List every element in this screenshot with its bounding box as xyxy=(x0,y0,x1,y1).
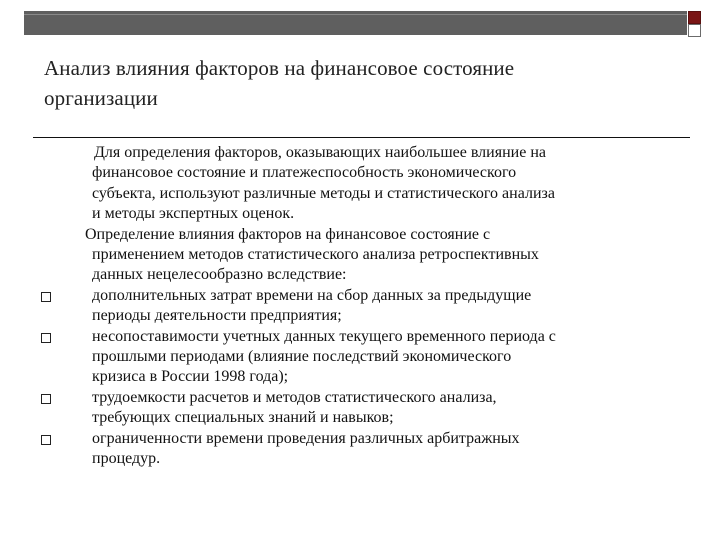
slide-title-line-1: Анализ влияния факторов на финансовое состояние xyxy=(44,56,515,80)
paragraph-line: применением методов статистического анализа ретроспективных xyxy=(92,246,539,264)
slide-title-line-2: организации xyxy=(44,86,158,110)
outline-square xyxy=(688,24,701,37)
list-item-line: ограниченности времени проведения различных арбитражных xyxy=(92,429,520,447)
square-bullet-icon xyxy=(41,394,51,404)
square-bullet-icon xyxy=(41,435,51,445)
slide-body xyxy=(30,143,690,470)
title-divider xyxy=(33,137,690,138)
list-item-line: требующих специальных знаний и навыков; xyxy=(92,409,394,427)
paragraph-methods xyxy=(30,143,690,225)
slide-title xyxy=(44,53,644,113)
paragraph-line: Для определения факторов, оказывающих наибольшее влияние на xyxy=(94,144,546,161)
paragraph-line: субъекта, используют различные методы и статистического анализа xyxy=(92,184,555,202)
list-item-line: процедур. xyxy=(92,450,161,468)
paragraph-line: финансовое состояние и платежеспособность экономического xyxy=(92,164,517,182)
accent-square xyxy=(688,11,701,24)
paragraph-reasons-intro xyxy=(30,225,690,286)
paragraph-line: и методы экспертных оценок. xyxy=(92,205,295,223)
list-item-line: трудоемкости расчетов и методов статистического анализа, xyxy=(92,388,497,406)
list-item xyxy=(30,286,690,327)
header-bar-highlight xyxy=(24,14,687,15)
list-item xyxy=(30,429,690,470)
list-item xyxy=(30,388,690,429)
list-item-line: периоды деятельности предприятия; xyxy=(92,307,342,325)
list-item-line: прошлыми периодами (влияние последствий экономического xyxy=(92,348,512,366)
list-item xyxy=(30,327,690,388)
list-item-line: кризиса в России 1998 года); xyxy=(92,368,289,386)
list-item-line: несопоставимости учетных данных текущего временного периода с xyxy=(92,327,556,345)
square-bullet-icon xyxy=(41,333,51,343)
paragraph-line: данных нецелесообразно вследствие: xyxy=(92,266,347,284)
header-decoration-bar xyxy=(24,11,687,35)
square-bullet-icon xyxy=(41,292,51,302)
list-item-line: дополнительных затрат времени на сбор данных за предыдущие xyxy=(92,286,532,304)
paragraph-line: Определение влияния факторов на финансовое состояние с xyxy=(85,225,491,243)
